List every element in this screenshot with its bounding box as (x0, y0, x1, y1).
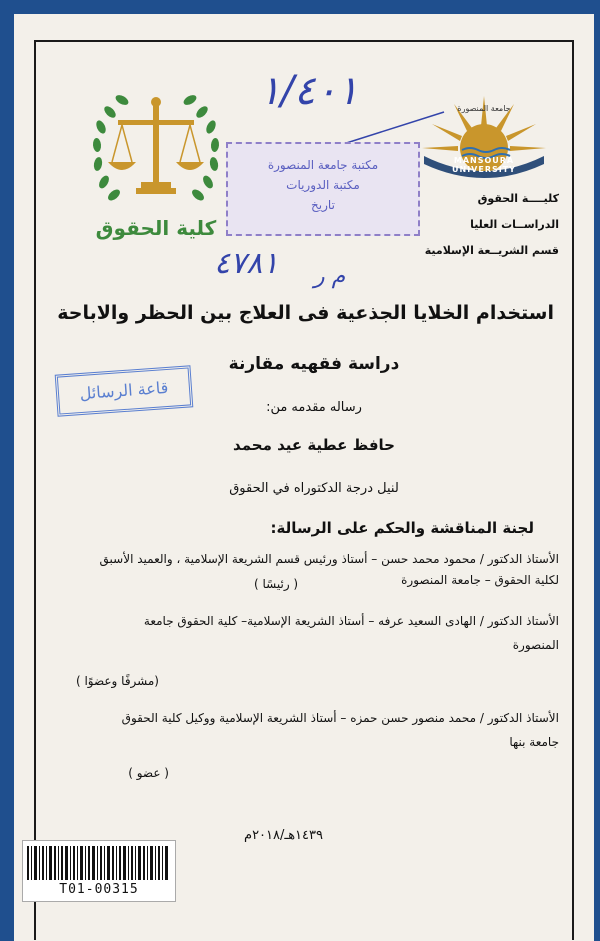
committee-heading: لجنة المناقشة والحكم على الرسالة: (270, 519, 534, 537)
member-3-role: ( عضو ) (128, 766, 169, 780)
reading-room-stamp-text: قاعة الرسائل (79, 377, 169, 404)
member-2-role: (مشرفًا وعضوًا ) (75, 674, 159, 688)
handwritten-reference-number: ١/٤٠١ (259, 68, 359, 114)
thesis-subtitle: دراسة فقهيه مقارنة (228, 354, 400, 374)
faculty-name: كليــــة الحقوق (477, 192, 559, 205)
library-stamp-line1: مكتبة جامعة المنصورة (267, 158, 379, 172)
library-stamp (226, 142, 420, 236)
member-1-line1: الأستاذ الدكتور / محمود محمد حسن – أستاذ ورئيس قسم الشريعة الإسلامية ، والعميد الأسبق (99, 552, 559, 566)
thesis-title: استخدام الخلايا الجذعية فى العلاج بين الحظر والاباحة (57, 302, 554, 324)
member-3-line1: الأستاذ الدكتور / محمد منصور حسن حمزه – أستاذ الشريعة الإسلامية ووكيل كلية الحقوق (121, 711, 559, 725)
barcode-label (22, 840, 176, 902)
library-stamp-line3: تاريخ (311, 198, 335, 212)
handwritten-letters: م ر (314, 264, 346, 289)
university-name-en: MANSOURA UNIVERSITY (452, 156, 516, 174)
document-page (14, 14, 594, 941)
presented-by-label: رساله مقدمه من: (266, 400, 362, 415)
barcode-number: T01-00315 (59, 882, 139, 897)
author-name: حافظ عطية عيد محمد (233, 436, 395, 454)
university-name-ar: جامعة المنصورة (457, 104, 511, 113)
member-2-line2: المنصورة (512, 638, 559, 652)
law-logo-text: كلية الحقوق (95, 216, 217, 240)
committee-member-1 (54, 552, 559, 587)
committee-member-3 (54, 711, 559, 749)
member-2-line1: الأستاذ الدكتور / الهادى السعيد عرفه – أستاذ الشريعة الإسلامية– كلية الحقوق جامعة (143, 614, 559, 628)
member-3-line2: جامعة بنها (509, 735, 559, 749)
thesis-date: ١٤٣٩هـ/٢٠١٨م (244, 828, 323, 843)
member-1-line2: لكلية الحقوق – جامعة المنصورة (401, 573, 559, 587)
department-name: قسم الشريــعة الإسلامية (424, 244, 559, 257)
member-1-role: ( رئيسًا ) (254, 577, 299, 591)
handwritten-accession-number: ٤٧٨١ (214, 246, 279, 281)
graduate-studies: الدراســات العليا (470, 218, 559, 231)
barcode-icon (23, 844, 173, 882)
library-stamp-line2: مكتبة الدوريات (286, 178, 360, 192)
degree-line: لنيل درجة الدكتوراه في الحقوق (229, 481, 399, 496)
committee-member-2 (54, 614, 559, 652)
